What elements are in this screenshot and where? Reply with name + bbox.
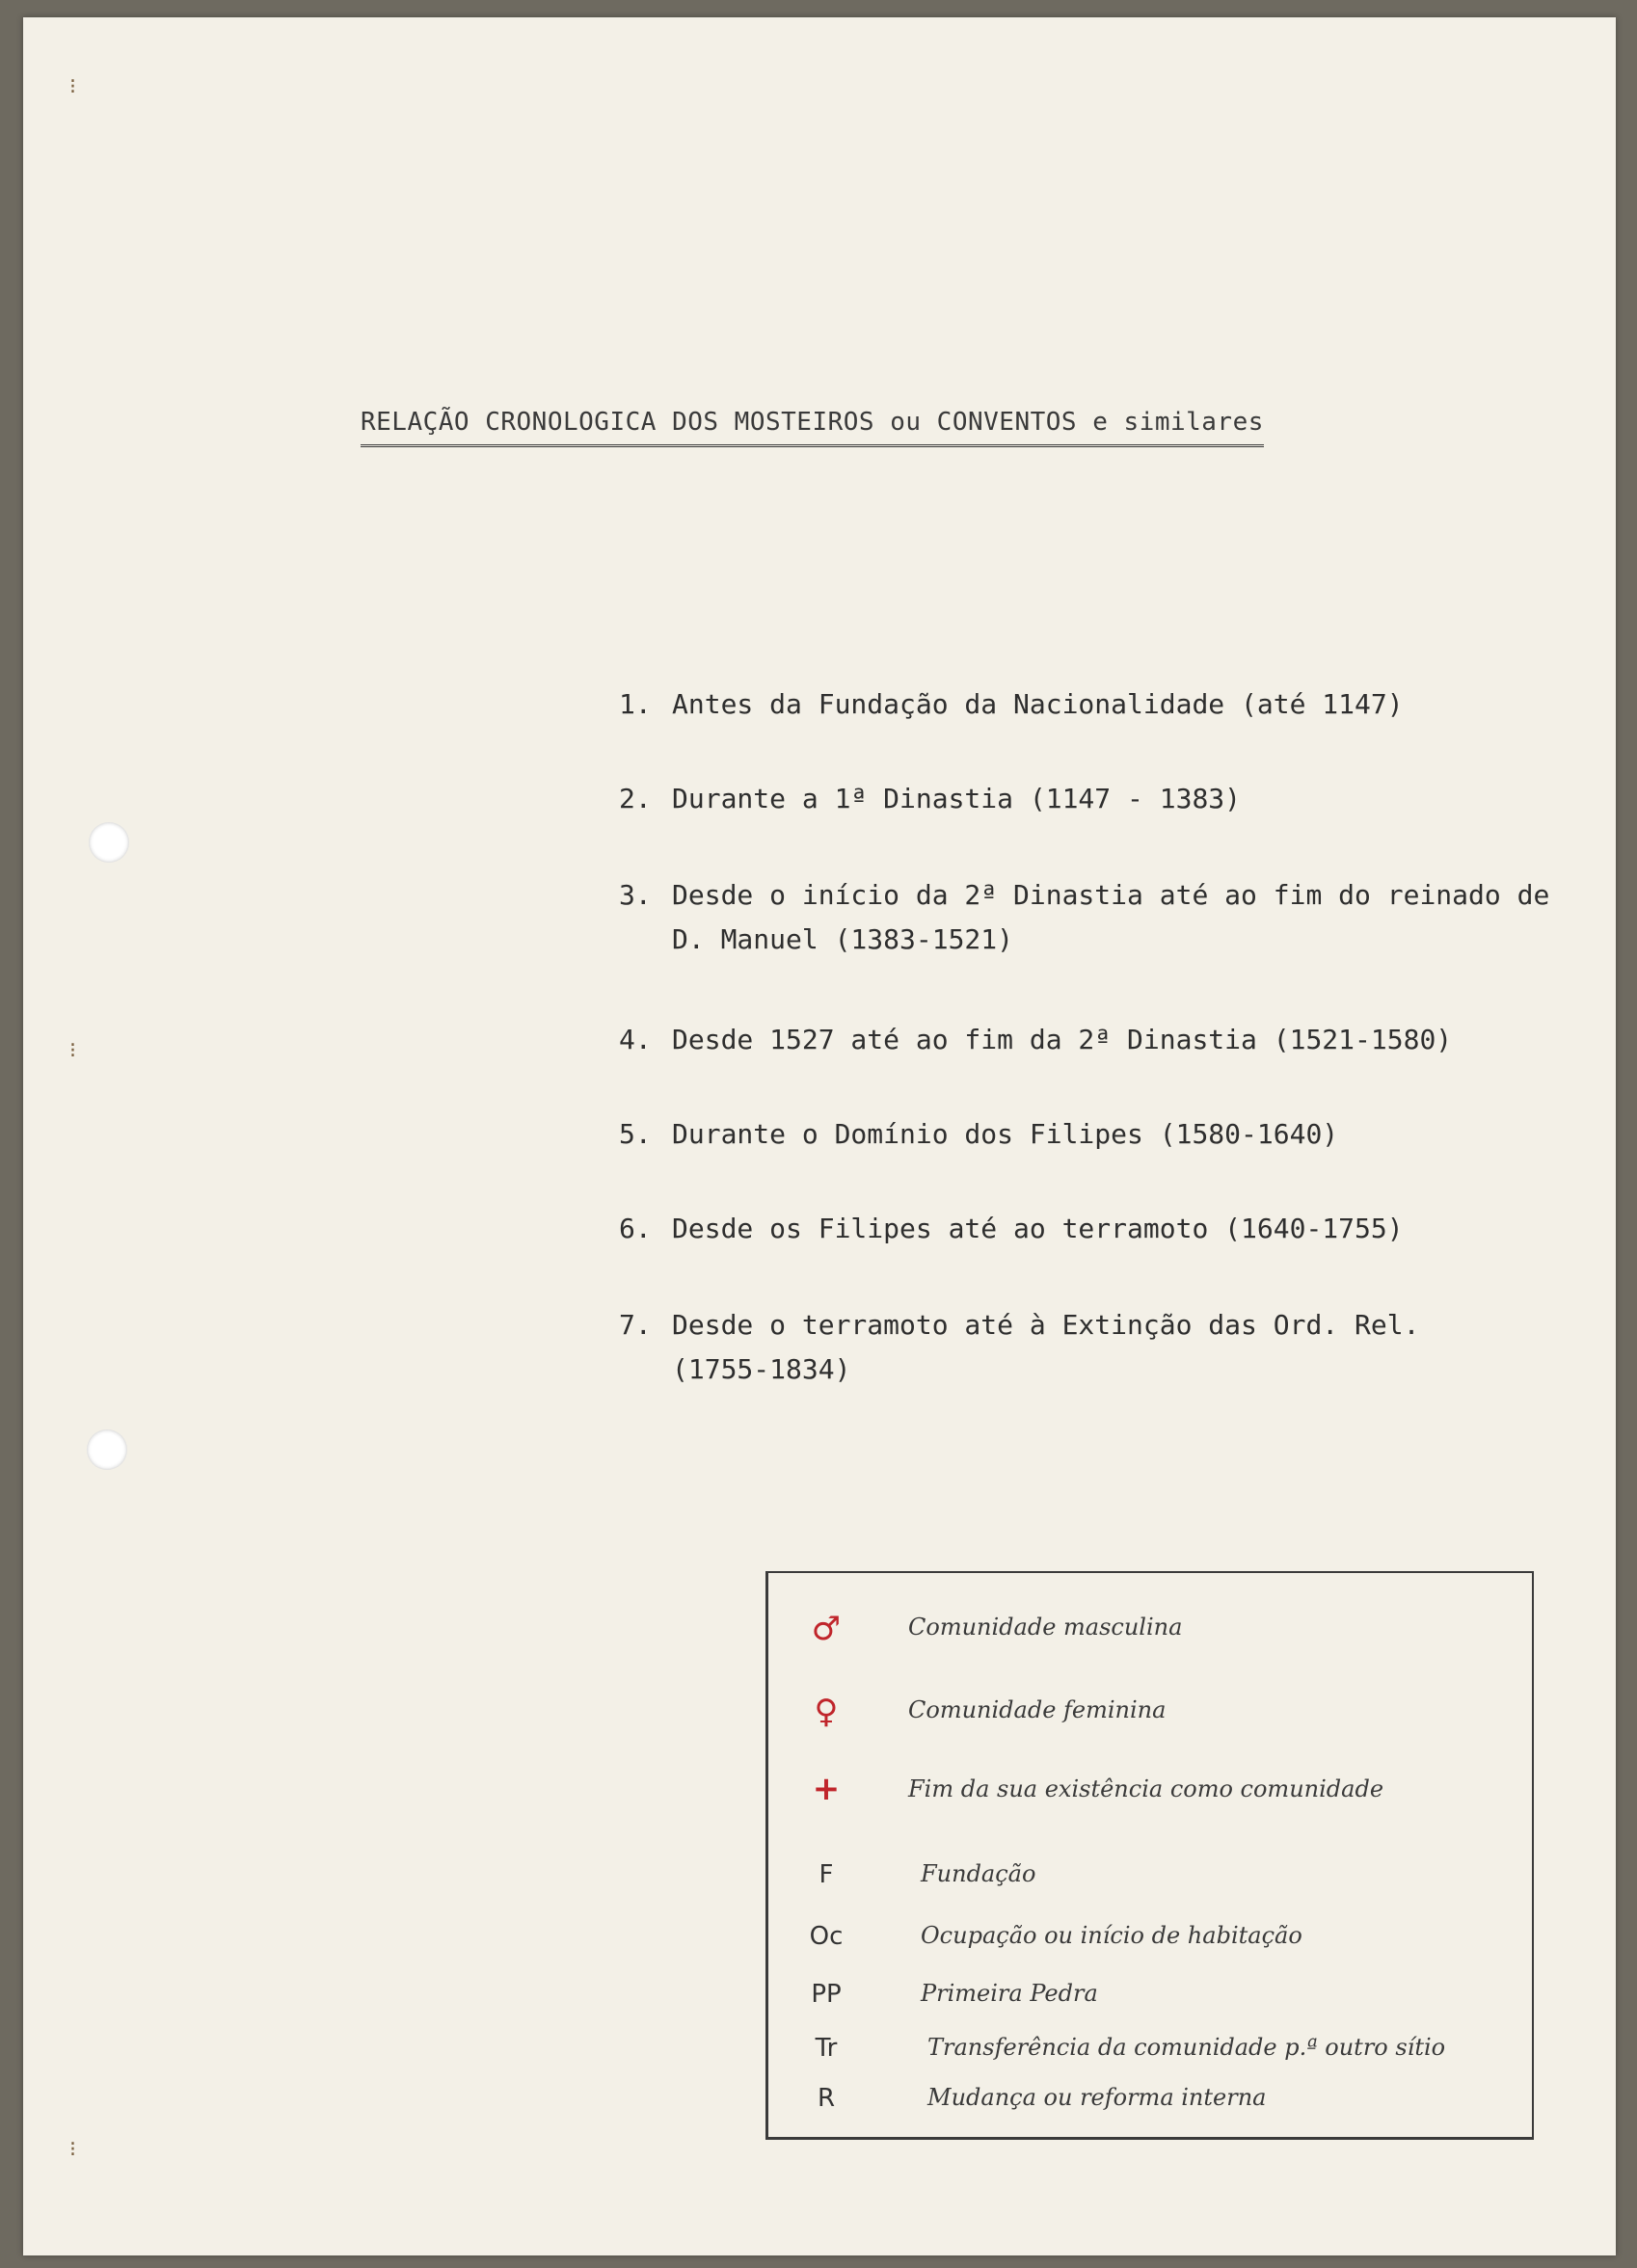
period-number: 2. [619,783,652,814]
legend-label: Ocupação ou início de habitação [921,1922,1302,1949]
legend-symbol: F [818,1860,834,1889]
punch-hole [87,1429,127,1470]
legend-label: Fim da sua existência como comunidade [908,1775,1384,1802]
margin-mark: ⁝ [69,75,76,99]
legend-row [768,1922,1532,1961]
legend-row [768,2034,1532,2072]
legend-row [768,1860,1532,1899]
legend-label: Mudança ou reforma interna [927,2084,1267,2111]
legend-symbol: PP [811,1980,842,2009]
period-item [619,1018,1452,1062]
period-text: Antes da Fundação da Nacionalidade (até 1147) [672,688,1404,720]
legend-row [768,1770,1532,1808]
period-number: 1. [619,688,652,720]
period-item [619,777,1241,821]
period-text: Desde o início da 2ª Dinastia até ao fim do reinado de D. Manuel (1383-1521) [672,879,1550,955]
period-number: 7. [619,1309,652,1341]
document-page [23,17,1616,2255]
legend-symbol: Tr [815,2034,838,2063]
legend-box [765,1571,1534,2140]
period-number: 6. [619,1213,652,1244]
document-title: RELAÇÃO CRONOLOGICA DOS MOSTEIROS ou CONVENTOS e similares [361,408,1264,447]
female-icon: ♀ [814,1693,839,1731]
period-text: Desde 1527 até ao fim da 2ª Dinastia (1521-1580) [672,1024,1453,1055]
legend-label: Comunidade masculina [908,1614,1183,1641]
legend-label: Transferência da comunidade p.ª outro sítio [927,2034,1446,2061]
legend-row [768,1610,1532,1648]
cross-icon: + [812,1770,841,1808]
period-number: 5. [619,1118,652,1150]
legend-row [768,1980,1532,2018]
period-item [619,1303,1516,1392]
period-item [619,682,1404,727]
legend-label: Fundação [921,1860,1036,1887]
legend-symbol: R [817,2084,836,2113]
margin-mark: ⁝ [69,2138,76,2162]
margin-mark: ⁝ [69,1039,76,1063]
period-number: 3. [619,879,652,911]
legend-row [768,1693,1532,1731]
period-item [619,873,1583,962]
legend-label: Comunidade feminina [908,1696,1167,1723]
period-number: 4. [619,1024,652,1055]
period-text: Durante o Domínio dos Filipes (1580-1640) [672,1118,1339,1150]
legend-row [768,2084,1532,2122]
punch-hole [89,822,129,863]
legend-label: Primeira Pedra [921,1980,1098,2007]
period-item [619,1207,1404,1251]
period-text: Desde o terramoto até à Extinção das Ord. Rel. (1755-1834) [672,1309,1420,1385]
legend-symbol: Oc [809,1922,844,1951]
period-text: Desde os Filipes até ao terramoto (1640-1755) [672,1213,1404,1244]
period-item [619,1112,1338,1157]
period-text: Durante a 1ª Dinastia (1147 - 1383) [672,783,1242,814]
male-icon: ♂ [811,1610,842,1648]
